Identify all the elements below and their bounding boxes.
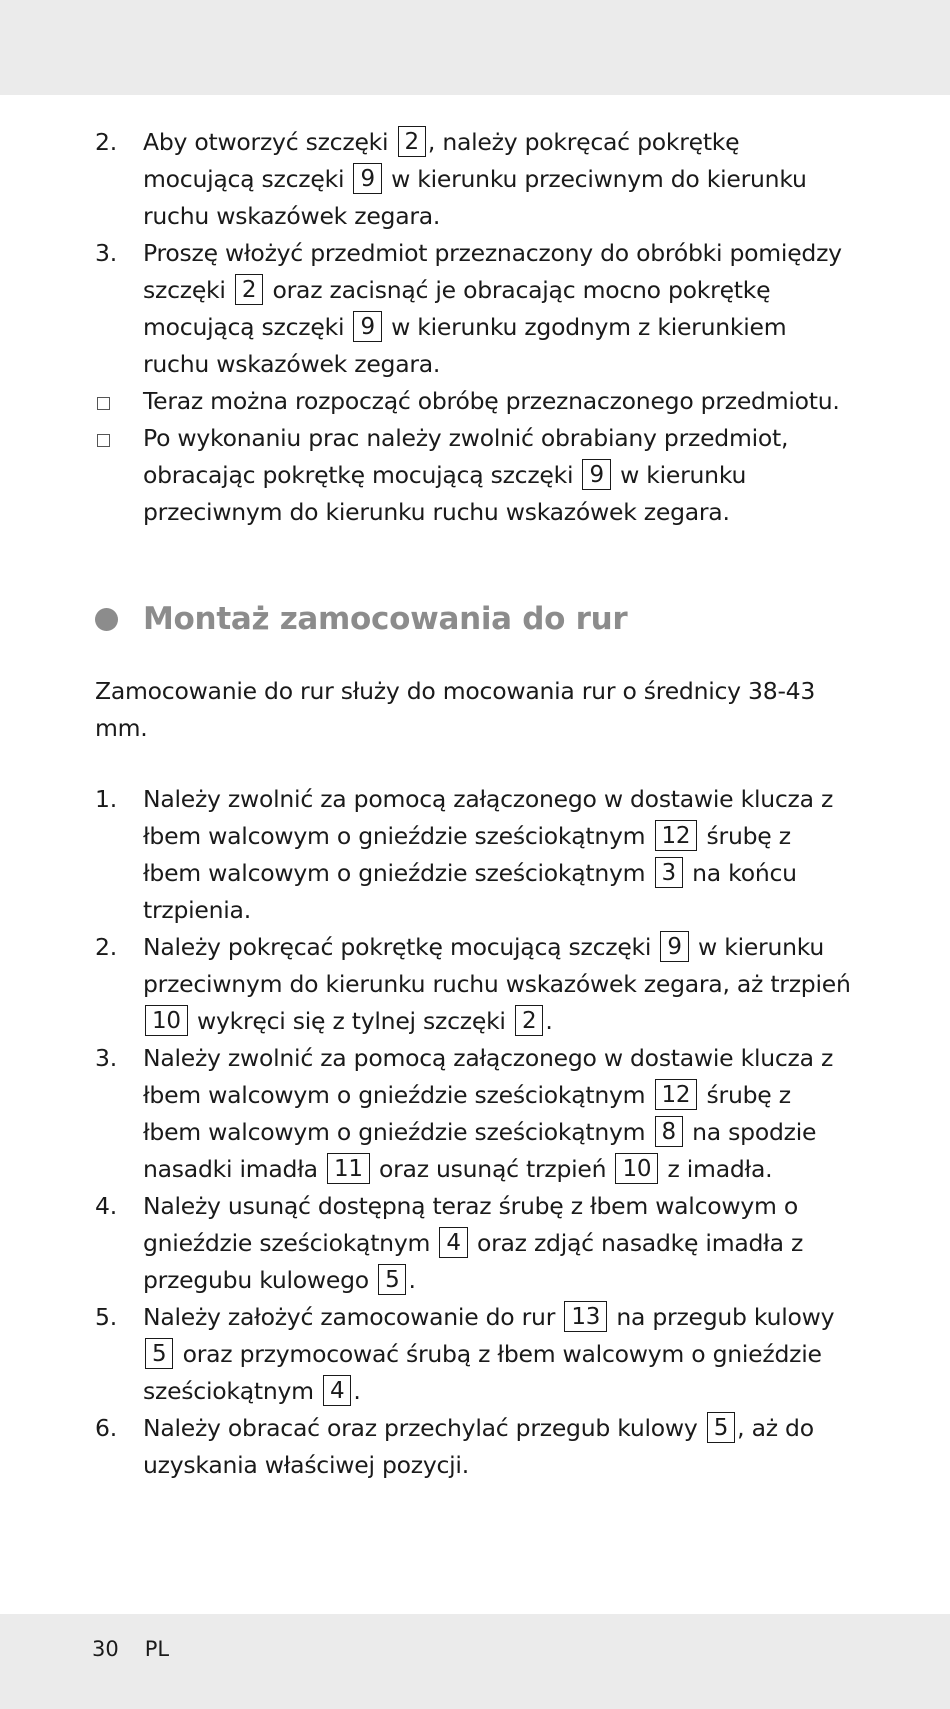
square-bullet-icon bbox=[97, 397, 110, 410]
page-content bbox=[95, 124, 855, 1484]
ref-number-box: 3 bbox=[655, 857, 683, 888]
item-number: 2. bbox=[95, 128, 117, 156]
ref-number-box: 12 bbox=[655, 820, 698, 851]
item-number: 1. bbox=[95, 785, 117, 813]
list-item: 2. Aby otworzyć szczęki 2 , należy pokręcać pokrętkę mocującą szczęki 9 w kierunku przeciwnym do kierunku ruchu wskazówek zegara. bbox=[95, 124, 855, 235]
list-item: 3. Proszę włożyć przedmiot przeznaczony do obróbki pomiędzy szczęki 2 oraz zacisnąć je obracając mocno pokrętkę mocującą szczęki 9 w kierunku zgodnym z kierunkiem ruchu wskazówek zegara. bbox=[95, 235, 855, 383]
ref-number-box: 4 bbox=[439, 1227, 467, 1258]
ref-number-box: 2 bbox=[235, 274, 263, 305]
ref-number-box: 2 bbox=[515, 1005, 543, 1036]
intro-paragraph: Zamocowanie do rur służy do mocowania rur o średnicy 38-43 mm. bbox=[95, 677, 816, 742]
bullet-item: Teraz można rozpocząć obróbę przeznaczonego przedmiotu. bbox=[95, 383, 855, 420]
section-title: Montaż zamocowania do rur bbox=[143, 601, 628, 637]
bullet-dot-icon bbox=[95, 608, 118, 631]
ref-number-box: 10 bbox=[615, 1153, 658, 1184]
ref-number-box: 5 bbox=[378, 1264, 406, 1295]
item-number: 4. bbox=[95, 1192, 117, 1220]
ref-number-box: 2 bbox=[398, 126, 426, 157]
item-number: 5. bbox=[95, 1303, 117, 1331]
list-item: 1. Należy zwolnić za pomocą załączonego w dostawie klucza z łbem walcowym o gnieździe sześciokątnym 12 śrubę z łbem walcowym o gnieździe sześciokątnym 3 na końcu trzpienia. bbox=[95, 781, 855, 929]
page-footer bbox=[92, 1637, 169, 1661]
list-item: 5. Należy założyć zamocowanie do rur 13 na przegub kulowy 5 oraz przymocować śrubą z łbem walcowym o gnieździe sześciokątnym 4 . bbox=[95, 1299, 855, 1410]
list-item: 4. Należy usunąć dostępną teraz śrubę z łbem walcowym o gnieździe sześciokątnym 4 oraz zdjąć nasadkę imadła z przegubu kulowego 5 . bbox=[95, 1188, 855, 1299]
list-item: 3. Należy zwolnić za pomocą załączonego w dostawie klucza z łbem walcowym o gnieździe sześciokątnym 12 śrubę z łbem walcowym o gnieździe sześciokątnym 8 na spodzie nasadki imadła 11 oraz usunąć trzpień 10 z imadła. bbox=[95, 1040, 855, 1188]
bullet-item: Po wykonaniu prac należy zwolnić obrabiany przedmiot, obracając pokrętkę mocującą szczęki 9 w kierunku przeciwnym do kierunku ruchu wskazówek zegara. bbox=[95, 420, 855, 531]
item-number: 6. bbox=[95, 1414, 117, 1442]
ref-number-box: 5 bbox=[707, 1412, 735, 1443]
ref-number-box: 4 bbox=[323, 1375, 351, 1406]
ref-number-box: 10 bbox=[145, 1005, 188, 1036]
ref-number-box: 8 bbox=[655, 1116, 683, 1147]
section-heading bbox=[95, 599, 855, 639]
ref-number-box: 13 bbox=[564, 1301, 607, 1332]
top-band bbox=[0, 0, 950, 95]
page-number: 30 bbox=[92, 1637, 119, 1661]
ref-number-box: 12 bbox=[655, 1079, 698, 1110]
list-item: 2. Należy pokręcać pokrętkę mocującą szczęki 9 w kierunku przeciwnym do kierunku ruchu wskazówek zegara, aż trzpień 10 wykręci się z tylnej szczęki 2 . bbox=[95, 929, 855, 1040]
item-number: 3. bbox=[95, 1044, 117, 1072]
ref-number-box: 9 bbox=[353, 163, 381, 194]
item-number: 2. bbox=[95, 933, 117, 961]
ref-number-box: 11 bbox=[327, 1153, 370, 1184]
ref-number-box: 9 bbox=[582, 459, 610, 490]
ref-number-box: 9 bbox=[660, 931, 688, 962]
item-number: 3. bbox=[95, 239, 117, 267]
bottom-band bbox=[0, 1614, 950, 1709]
ref-number-box: 9 bbox=[353, 311, 381, 342]
language-code: PL bbox=[144, 1637, 170, 1661]
square-bullet-icon bbox=[97, 434, 110, 447]
ref-number-box: 5 bbox=[145, 1338, 173, 1369]
list-item: 6. Należy obracać oraz przechylać przegub kulowy 5 , aż do uzyskania właściwej pozycji. bbox=[95, 1410, 855, 1484]
